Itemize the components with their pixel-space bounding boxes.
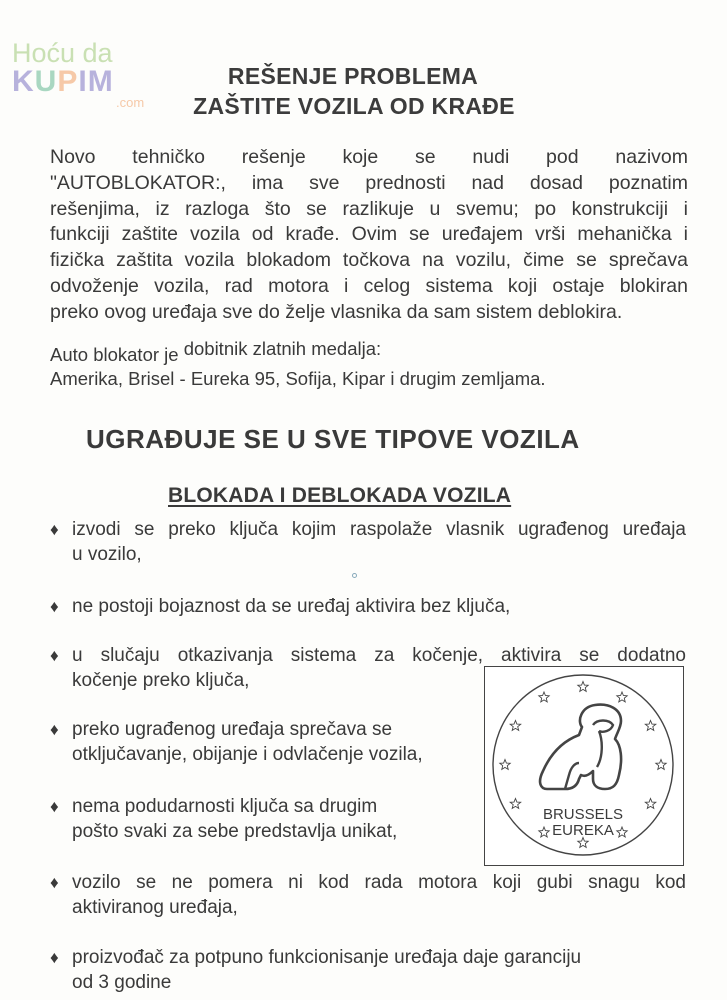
bullet-line: nema podudarnosti ključa sa drugim: [72, 796, 378, 817]
logo-letter: I: [78, 65, 88, 98]
bullet-line: kočenje preko ključa,: [72, 670, 250, 691]
brussels-eureka-medal: [484, 666, 684, 866]
section-heading: UGRAĐUJE SE U SVE TIPOVE VOZILA: [86, 424, 580, 454]
logo-line1: Hoću da: [12, 38, 113, 68]
title-line2: ZAŠTITE VOZILA OD KRAĐE: [193, 93, 515, 119]
diamond-bullet-icon: ♦: [50, 520, 59, 539]
diamond-bullet-icon: ♦: [50, 797, 59, 816]
logo-letter: U: [34, 65, 58, 98]
logo-letter: K: [12, 65, 35, 98]
diamond-bullet-icon: ♦: [50, 948, 59, 967]
bullet-line: proizvođač za potpuno funkcionisanje uređaja daje garanciju: [72, 947, 582, 968]
bullet-line: preko ugrađenog uređaja sprečava se: [72, 719, 393, 740]
intro-line: rešenjima, iz razloga što se razlikuje u svemu; po konstrukciji i: [50, 197, 688, 220]
medals-line1: [50, 338, 546, 367]
bullet-line: izvodi se preko ključa kojim raspolaže vlasnik ugrađenog uređaja: [72, 519, 686, 540]
site-logo[interactable]: [12, 38, 145, 110]
subsection-heading: BLOKADA I DEBLOKADA VOZILA: [168, 484, 512, 507]
diamond-bullet-icon: ♦: [50, 597, 59, 616]
intro-line: odvoženje vozila, rad motora i celog sistema koji ostaje blokiran: [50, 274, 688, 297]
intro-line: Novo tehničko rešenje koje se nudi pod nazivom: [50, 146, 688, 168]
star-icon: [645, 721, 656, 731]
intro-line: "AUTOBLOKATOR:, ima sve prednosti nad dosad poznatim: [50, 171, 688, 194]
medal-emblem-icon: [485, 667, 685, 867]
bullet-line: ne postoji bojaznost da se uređaj aktivira bez ključa,: [72, 596, 511, 617]
diamond-bullet-icon: ♦: [50, 873, 59, 892]
bullet-line: otključavanje, obijanje i odvlačenje vozila,: [72, 744, 423, 765]
star-icon: [578, 682, 588, 692]
star-icon: [539, 827, 549, 837]
star-icon: [510, 721, 521, 731]
star-icon: [539, 692, 549, 702]
medal-text-line1: BRUSSELS: [542, 806, 624, 823]
medals-text: [50, 338, 546, 391]
scan-speck: [352, 573, 357, 578]
intro-line: funkciji zaštite vozila od krađe. Ovim se uređajem vrši mehanička i: [50, 223, 688, 246]
medals-line1-b: dobitnik zlatnih medalja:: [183, 338, 382, 359]
logo-letter: M: [87, 65, 114, 98]
bullet-line: vozilo se ne pomera ni kod rada motora koji gubi snagu kod: [72, 872, 686, 893]
diamond-bullet-icon: ♦: [50, 720, 59, 739]
intro-line: fizička zaštita vozila blokadom točkova na vozilu, čime se sprečava: [50, 249, 688, 272]
title-line1: REŠENJE PROBLEMA: [227, 63, 479, 89]
diamond-bullet-icon: ♦: [50, 646, 59, 665]
bullet-line: u slučaju otkazivanja sistema za kočenje, aktivira se dodatno: [72, 645, 686, 666]
medal-text-line2: EUREKA: [552, 822, 614, 839]
logo-letter: P: [57, 65, 79, 98]
bullet-line: u vozilo,: [72, 544, 142, 565]
intro-paragraph: [50, 145, 688, 326]
medals-line1-a: Auto blokator je: [50, 344, 184, 365]
medals-line2: Amerika, Brisel - Eureka 95, Sofija, Kipar i drugim zemljama.: [50, 368, 546, 389]
star-icon: [645, 799, 656, 809]
thinker-figure-icon: [540, 705, 621, 789]
star-icon: [656, 760, 666, 770]
bullet-line: aktiviranog uređaja,: [72, 897, 238, 918]
bullet-line: pošto svaki za sebe predstavlja unikat,: [72, 821, 398, 842]
star-icon: [500, 760, 510, 770]
star-icon: [617, 827, 627, 837]
logo-suffix: .com: [116, 95, 145, 110]
star-icon: [510, 799, 521, 809]
logo-line2: [12, 67, 114, 97]
star-icon: [617, 692, 627, 702]
bullet-line: od 3 godine: [72, 972, 172, 993]
intro-line: preko ovog uređaja sve do želje vlasnika da sam sistem deblokira.: [50, 300, 623, 323]
